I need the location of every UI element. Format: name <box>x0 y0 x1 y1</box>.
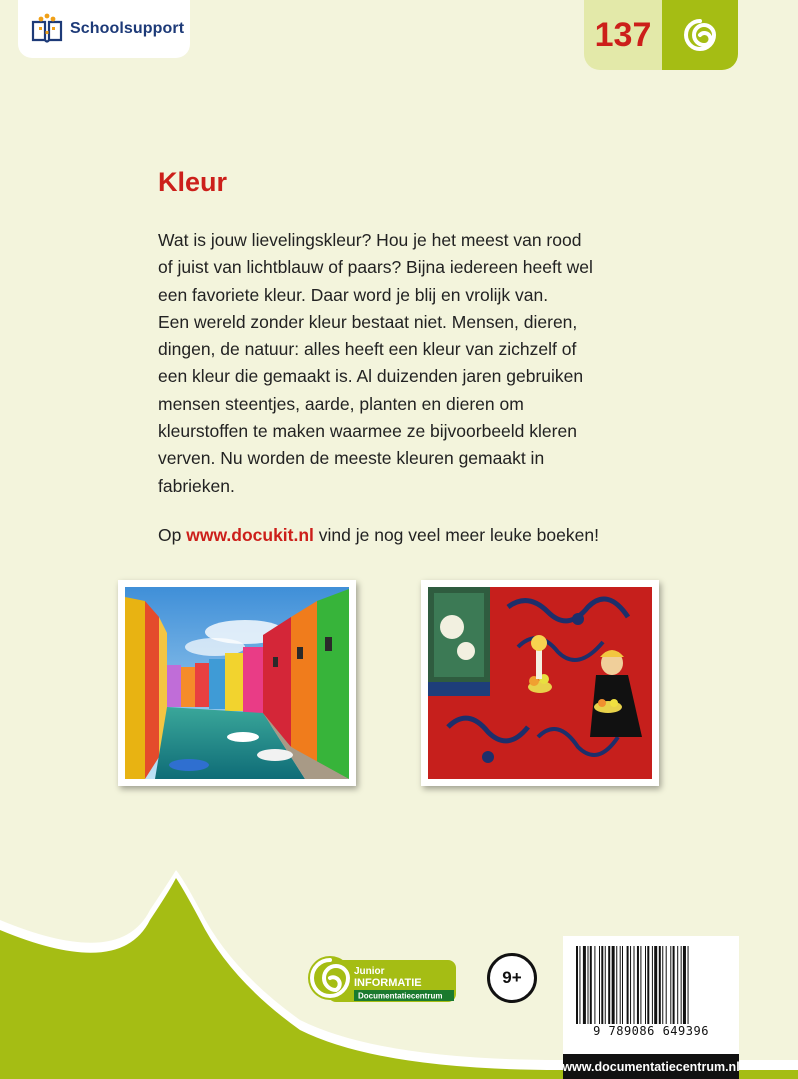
age-badge: 9+ <box>487 953 537 1003</box>
body-line: dingen, de natuur: alles heeft een kleur van zichzelf of <box>158 339 577 360</box>
docukit-link[interactable]: www.docukit.nl <box>186 525 314 545</box>
body-line: een kleur die gemaakt is. Al duizenden jaren gebruiken <box>158 366 584 387</box>
body-line: mensen steentjes, aarde, planten en dieren om <box>158 393 524 414</box>
barcode-bars <box>576 946 726 1024</box>
promo-suffix: vind je nog veel meer leuke boeken! <box>313 525 599 545</box>
body-line: kleurstoffen te maken waarmee ze bijvoorbeeld kleren <box>158 421 577 442</box>
junior-informatie-logo <box>306 952 456 1004</box>
body-line: een favoriete kleur. Daar word je blij en vrolijk van. <box>158 284 549 305</box>
barcode <box>563 936 739 1054</box>
swirl-area <box>662 0 738 70</box>
swirl-icon <box>682 17 718 53</box>
series-number-tab <box>584 0 738 70</box>
page-title: Kleur <box>158 167 228 197</box>
body-line: fabrieken. <box>158 475 235 496</box>
promo-line <box>158 525 599 546</box>
body-line: Wat is jouw lievelingskleur? Hou je het meest van rood <box>158 230 582 250</box>
red-room-painting <box>421 580 659 786</box>
body-line: Een wereld zonder kleur bestaat niet. Mensen, dieren, <box>158 311 578 332</box>
publisher-name: Schoolsupport <box>70 20 185 37</box>
series-number: 137 <box>584 0 662 70</box>
promo-prefix: Op <box>158 525 187 545</box>
body-line: of juist van lichtblauw of paars? Bijna iedereen heeft wel <box>158 257 593 278</box>
book-logo-icon <box>30 12 64 46</box>
publisher-logo <box>18 0 190 58</box>
canal-houses-photo <box>118 580 356 786</box>
body-line: verven. Nu worden de meeste kleuren gemaakt in <box>158 448 545 469</box>
isbn-number: 9 789086 649396 <box>593 1024 709 1038</box>
website-url[interactable]: www.documentatiecentrum.nl <box>563 1054 739 1079</box>
logo-line-3: Documentatiecentrum <box>358 991 443 1001</box>
logo-line-1: Junior <box>354 966 385 977</box>
logo-line-2: INFORMATIE <box>354 977 422 989</box>
body-paragraph <box>158 227 628 500</box>
